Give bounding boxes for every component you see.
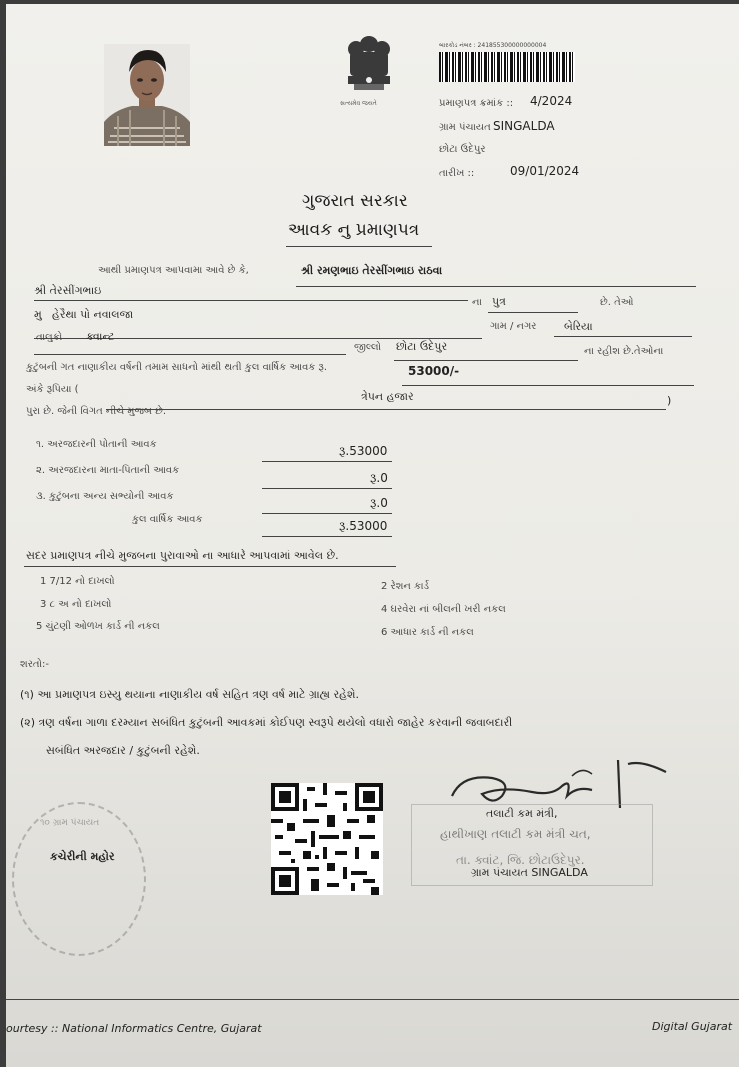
footer-courtesy: ourtesy :: National Informatics Centre, Gujarat (6, 1022, 262, 1035)
signatory-panchayat: ગ્રામ પંચાયત SINGALDA (471, 866, 588, 879)
income-row-label: ૨. અરજદારના માતા-પિતાની આવક (36, 465, 180, 476)
income-row-value: રૂ.53000 (339, 444, 388, 458)
words-label: અંકે રૂપિયા ( (26, 384, 79, 395)
mu-label: મુ (34, 308, 42, 321)
income-row-label: ૧. અરજદારની પોતાની આવક (36, 439, 157, 450)
proofs-heading: સદર પ્રમાણપત્ર નીચે મુજબના પુરાવાઓ ના આધારે આપવામાં આવેલ છે. (26, 549, 339, 562)
district: છોટા ઉદેપુર (396, 340, 448, 353)
district-label: જીલ્લો (354, 342, 382, 353)
income-row-value: રૂ.0 (370, 471, 388, 485)
issue-date: 09/01/2024 (510, 164, 580, 178)
resident-text: ના રહીશ છે.તેઓના (584, 346, 664, 357)
certificate-title: આવક નુ પ્રમાણપત્ર (288, 220, 420, 240)
applicant-photo (104, 44, 190, 146)
taluka: ક્વાન્ટ (86, 330, 115, 343)
condition-2: (૨) ત્રણ વર્ષના ગાળા દરમ્યાન સબંધિત કુટુંબની આવકમાં કોઈપણ સ્વરૂપે થયેલો વધારો જાહેર કરવાની જવાબદારી (20, 716, 513, 729)
state-emblem (338, 32, 400, 106)
condition-1: (૧) આ પ્રમાણપત્ર ઇસ્યુ થયાના નાણાકીય વર્ષ સહિત ત્રણ વર્ષ માટે ગ્રાહ્ય રહેશે. (20, 688, 359, 701)
income-row-value: રૂ.0 (370, 496, 388, 510)
cert-number-label: પ્રમાણપત્ર ક્રમાંક :: (439, 98, 514, 109)
certificate-page (6, 4, 739, 1067)
qr-code (271, 782, 383, 896)
footer (6, 999, 739, 1040)
village: બેરિયા (564, 320, 593, 333)
government-title: ગુજરાત સરકાર (302, 191, 408, 211)
cert-number: 4/2024 (530, 94, 573, 108)
intro-text: આથી પ્રમાણપત્ર આપવામા આવે છે કે, (98, 265, 249, 276)
signatory-title: તલાટી કમ મંત્રી, (486, 807, 558, 820)
date-label: તારીખ :: (439, 168, 475, 179)
income-total-value: રૂ.53000 (339, 519, 388, 533)
signatory-line-2: હાથીખાણ તલાટી કમ મંત્રી ચત, (440, 827, 591, 841)
conditions-heading: શરતો:- (20, 659, 49, 670)
office-seal (12, 802, 146, 956)
proof-item: 2 રેશન કાર્ડ (381, 581, 430, 592)
signatory-line-3: તા. ક્વાંટ, જિ. છોટાઉદેપુર. (456, 853, 585, 867)
proof-item: 1 7/12 નો દાખલો (40, 576, 115, 587)
barcode-caption: બારકોડ નંબર : 241855300000000004 (439, 42, 547, 49)
income-row-label: ૩. કુટુંબના અન્ય સભ્યોની આવક (36, 491, 174, 502)
proof-item: 5 ચુંટણી ઓળખ કાર્ડ ની નકલ (36, 621, 160, 632)
income-sentence: કુટુંબની ગત નાણાકીય વર્ષની તમામ સાધનો માંથી થતી કુલ વાર્ષિક આવક રૂ. (26, 362, 328, 373)
father-name: શ્રી તેરસીંગભાઇ (34, 284, 102, 297)
proof-item: 3 ૮ અ નો દાખલો (40, 599, 112, 610)
taluka-label: તાલુકો (36, 332, 63, 343)
chhe-teo-text: છે. તેઓ (600, 297, 634, 308)
na-text: ના (472, 297, 482, 308)
income-amount: 53000/- (408, 364, 460, 378)
emblem-motto: સત્યમેવ જયતે (340, 100, 377, 107)
close-paren: ) (667, 394, 672, 407)
relation: પુત્ર (492, 295, 506, 308)
village-label: ગામ / નગર (490, 321, 537, 332)
address: હેરૈથા પો નવાલજા (52, 308, 134, 321)
title-underline (286, 246, 432, 247)
seal-ring-text: ૧૦ ગ્રામ પંચાયત (40, 818, 100, 828)
details-line: પુરા છે. જેની વિગત નીચે મુજબ છે. (26, 406, 167, 417)
applicant-name: શ્રી રમણભાઇ તેરસીંગભાઇ રાઠવા (301, 264, 443, 277)
condition-2-continued: સબંધિત અરજદાર / કુટુંબની રહેશે. (46, 744, 200, 757)
proof-item: 6 આધાર કાર્ડ ની નકલ (381, 627, 474, 638)
panchayat-label: ગ્રામ પંચાયત (439, 122, 491, 133)
barcode (439, 52, 575, 82)
income-total-label: કુલ વાર્ષિક આવક (132, 514, 203, 525)
office-seal-label: કચેરીની મહોર (50, 850, 115, 863)
amount-in-words: ત્રેપન હજાર (361, 390, 414, 403)
footer-brand: Digital Gujarat (652, 1020, 733, 1033)
proof-item: 4 ઘરવેરા નાં બીલની ખરી નકલ (381, 604, 506, 615)
panchayat-name: SINGALDA (493, 119, 555, 133)
header-district: છોટા ઉદેપુર (439, 144, 486, 155)
